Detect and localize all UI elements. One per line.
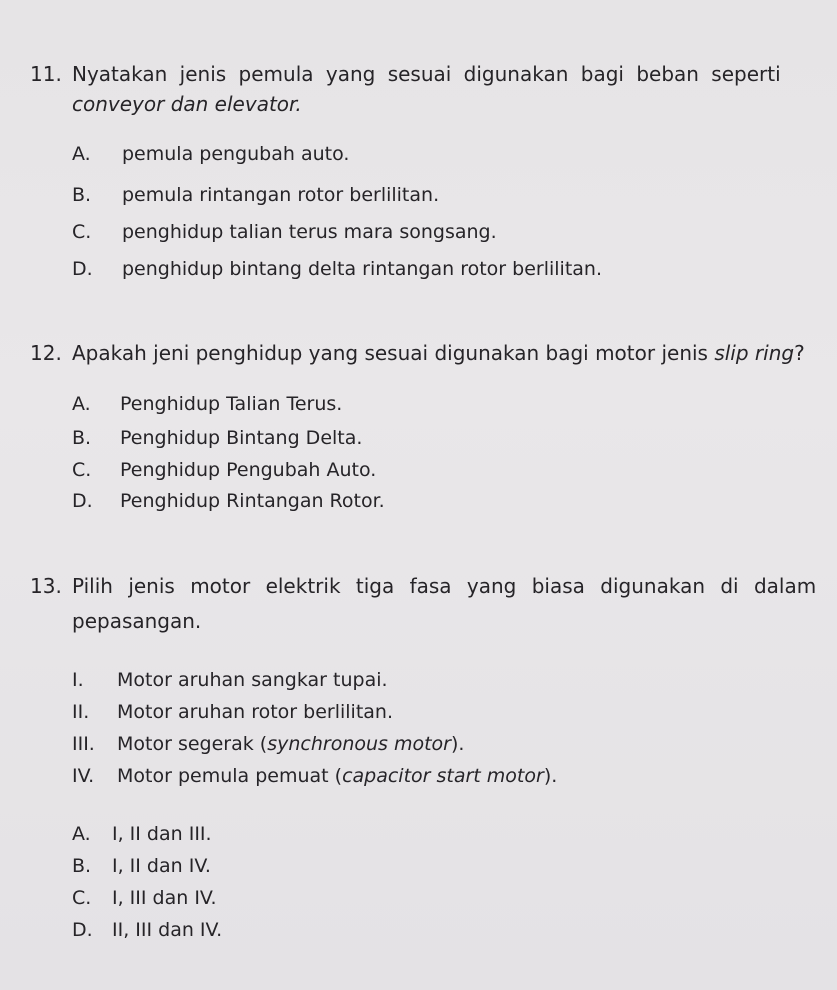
option-letter: C. bbox=[72, 887, 92, 909]
option-letter: B. bbox=[72, 427, 92, 449]
option-text: I, III dan IV. bbox=[112, 887, 217, 909]
question-text: Pilih jenis motor elektrik tiga fasa yang biasa digunakan di dalam bbox=[72, 574, 817, 598]
question-stem-line bbox=[72, 91, 302, 117]
question-text: Apakah jeni penghidup yang sesuai digunakan bagi motor jenis slip ring? bbox=[72, 341, 805, 365]
option-letter: D. bbox=[72, 919, 93, 941]
question-text: pepasangan. bbox=[72, 609, 202, 633]
option-text: penghidup talian terus mara songsang. bbox=[122, 221, 497, 243]
option-letter: B. bbox=[72, 855, 92, 877]
option-text: pemula rintangan rotor berlilitan. bbox=[122, 184, 440, 206]
statement-numeral: II. bbox=[72, 701, 90, 723]
question-stem-line bbox=[72, 608, 201, 634]
option-text: I, II dan IV. bbox=[112, 855, 211, 877]
option-text: II, III dan IV. bbox=[112, 919, 223, 941]
statement-text: Motor segerak (synchronous motor). bbox=[117, 733, 465, 755]
statement-numeral: IV. bbox=[72, 765, 95, 787]
statement-text: Motor aruhan rotor berlilitan. bbox=[117, 701, 394, 723]
option-letter: C. bbox=[72, 459, 92, 481]
question-stem-line bbox=[30, 61, 781, 87]
option-text: pemula pengubah auto. bbox=[122, 143, 350, 165]
question-number: 11. bbox=[30, 62, 62, 86]
option-letter: D. bbox=[72, 490, 93, 512]
statement-numeral: I. bbox=[72, 669, 84, 691]
question-number: 13. bbox=[30, 574, 62, 598]
question-text-italic: conveyor dan elevator. bbox=[72, 92, 302, 116]
option-text: Penghidup Bintang Delta. bbox=[120, 427, 363, 449]
option-letter: B. bbox=[72, 184, 92, 206]
option-letter: C. bbox=[72, 221, 92, 243]
statement-text: Motor aruhan sangkar tupai. bbox=[117, 669, 388, 691]
statement-numeral: III. bbox=[72, 733, 95, 755]
question-number: 12. bbox=[30, 341, 62, 365]
question-stem-line bbox=[30, 573, 817, 599]
question-stem-line bbox=[30, 340, 805, 366]
option-letter: A. bbox=[72, 823, 91, 845]
option-text: I, II dan III. bbox=[112, 823, 212, 845]
question-text: Nyatakan jenis pemula yang sesuai digunakan bagi beban seperti bbox=[72, 62, 781, 86]
statement-text: Motor pemula pemuat (capacitor start motor). bbox=[117, 765, 558, 787]
option-letter: A. bbox=[72, 393, 91, 415]
option-text: Penghidup Pengubah Auto. bbox=[120, 459, 377, 481]
option-letter: A. bbox=[72, 143, 91, 165]
option-letter: D. bbox=[72, 258, 93, 280]
option-text: Penghidup Rintangan Rotor. bbox=[120, 490, 385, 512]
option-text: penghidup bintang delta rintangan rotor berlilitan. bbox=[122, 258, 603, 280]
option-text: Penghidup Talian Terus. bbox=[120, 393, 343, 415]
